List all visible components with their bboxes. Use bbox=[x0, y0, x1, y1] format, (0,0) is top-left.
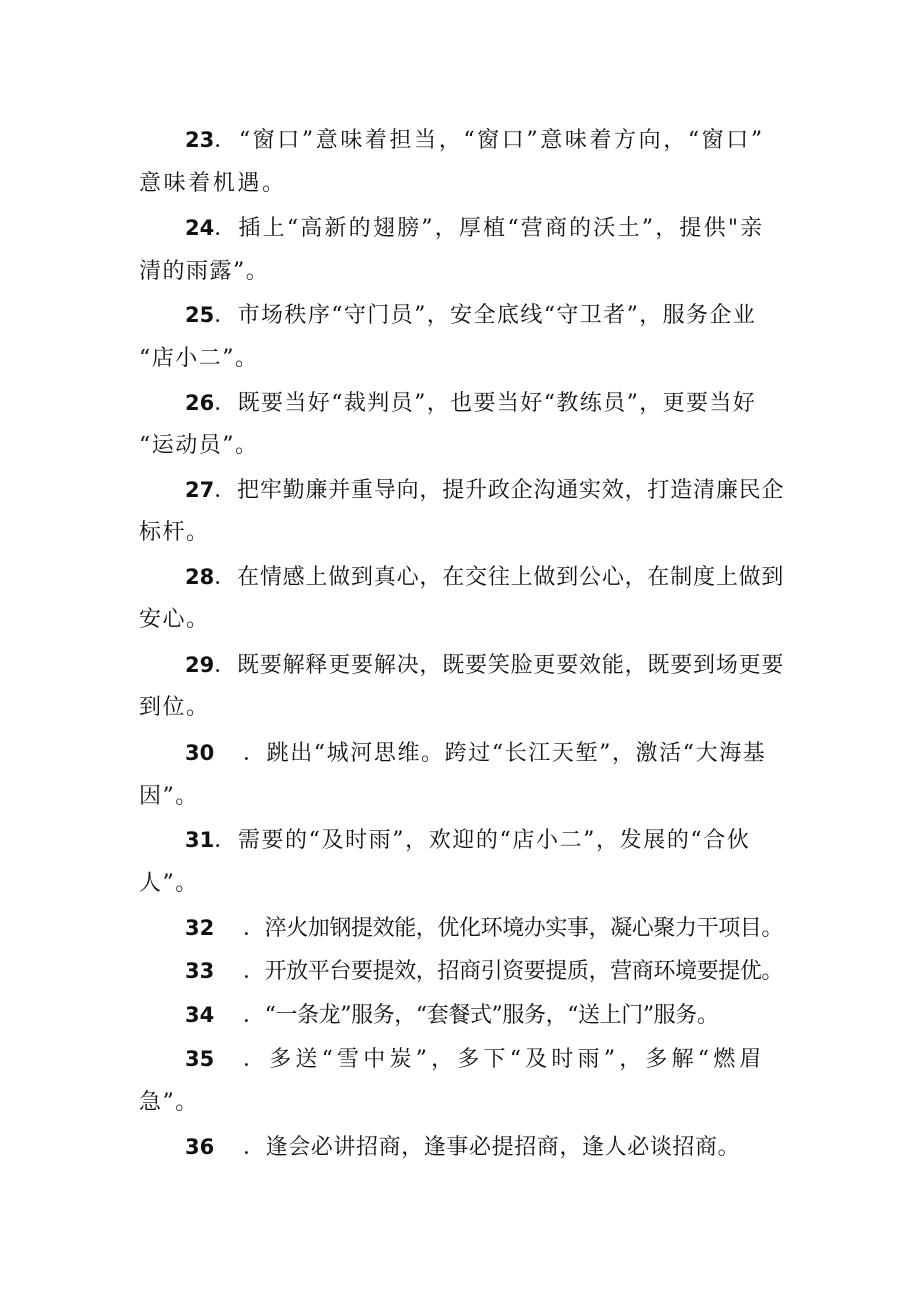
item-text: ．插上“高新的翅膀”，厚植“营商的沃土”，提供"亲 bbox=[214, 216, 765, 241]
item-35-line-2 bbox=[139, 1090, 199, 1116]
item-number: 29 bbox=[185, 653, 215, 677]
item-number: 25 bbox=[185, 303, 215, 327]
item-31-line-2 bbox=[139, 871, 199, 897]
item-text: 人”。 bbox=[139, 871, 199, 896]
item-number: 33 bbox=[185, 959, 215, 983]
item-35-line-1 bbox=[185, 1046, 766, 1073]
item-26-line-2 bbox=[139, 433, 259, 459]
item-text: ．开放平台要提效，招商引资要提质，营商环境要提优。 bbox=[243, 959, 784, 984]
item-text: ．在情感上做到真心，在交往上做到公心，在制度上做到 bbox=[214, 565, 785, 590]
item-text: 因”。 bbox=[139, 784, 199, 809]
item-29-line-1 bbox=[185, 652, 784, 679]
item-text: 意味着机遇。 bbox=[139, 171, 287, 196]
item-text: ．“一条龙”服务，“套餐式”服务，“送上门”服务。 bbox=[243, 1003, 719, 1028]
item-number: 34 bbox=[185, 1003, 215, 1027]
item-24-line-1 bbox=[185, 215, 764, 242]
item-34-line-1 bbox=[185, 1002, 718, 1029]
item-25-line-2 bbox=[139, 346, 259, 372]
item-30-line-1 bbox=[185, 740, 766, 767]
item-number: 30 bbox=[185, 741, 215, 765]
item-29-line-2 bbox=[139, 695, 210, 721]
item-text: “运动员”。 bbox=[139, 433, 259, 458]
item-28-line-2 bbox=[139, 607, 210, 633]
item-23-line-2 bbox=[139, 171, 287, 197]
item-text: ．跳出“城河思维。跨过“长江天堑”，激活“大海基 bbox=[243, 741, 767, 766]
item-text: ．既要解释更要解决，既要笑脸更要效能，既要到场更要 bbox=[214, 653, 785, 678]
item-27-line-2 bbox=[139, 520, 210, 546]
item-text: “店小二”。 bbox=[139, 346, 259, 371]
item-27-line-1 bbox=[185, 477, 784, 504]
item-text: 清的雨露”。 bbox=[139, 259, 270, 284]
item-text: ．多送“雪中炭”，多下“及时雨”，多解“燃眉 bbox=[243, 1047, 766, 1072]
item-number: 24 bbox=[185, 216, 215, 240]
item-text: ．既要当好“裁判员”，也要当好“教练员”，更要当好 bbox=[214, 391, 757, 416]
item-text: ．“窗口”意味着担当，“窗口”意味着方向，“窗口” bbox=[214, 128, 765, 153]
item-31-line-1 bbox=[185, 827, 750, 854]
item-30-line-2 bbox=[139, 784, 199, 810]
item-text: ．需要的“及时雨”，欢迎的“店小二”，发展的“合伙 bbox=[214, 828, 751, 853]
item-number: 36 bbox=[185, 1135, 215, 1159]
item-25-line-1 bbox=[185, 302, 756, 329]
item-number: 31 bbox=[185, 828, 215, 852]
item-24-line-2 bbox=[139, 259, 269, 285]
item-text: 急”。 bbox=[139, 1090, 199, 1115]
item-36-line-1 bbox=[185, 1134, 740, 1161]
item-text: ．淬火加钢提效能，优化环境办实事，凝心聚力干项目。 bbox=[243, 916, 784, 941]
item-text: 到位。 bbox=[139, 695, 210, 720]
item-text: ．市场秩序“守门员”，安全底线“守卫者”，服务企业 bbox=[214, 303, 757, 328]
item-26-line-1 bbox=[185, 390, 756, 417]
item-number: 23 bbox=[185, 128, 215, 152]
item-number: 26 bbox=[185, 391, 215, 415]
item-number: 35 bbox=[185, 1047, 215, 1071]
item-text: ．把牢勤廉并重导向，提升政企沟通实效，打造清廉民企 bbox=[214, 478, 785, 503]
item-text: 标杆。 bbox=[139, 520, 210, 545]
item-number: 28 bbox=[185, 565, 215, 589]
item-23-line-1 bbox=[185, 127, 765, 154]
item-32-line-1 bbox=[185, 915, 783, 942]
item-28-line-1 bbox=[185, 564, 784, 591]
item-text: 安心。 bbox=[139, 607, 210, 632]
item-text: ．逢会必讲招商，逢事必提招商，逢人必谈招商。 bbox=[243, 1135, 741, 1160]
item-number: 27 bbox=[185, 478, 215, 502]
item-number: 32 bbox=[185, 916, 215, 940]
item-33-line-1 bbox=[185, 958, 783, 985]
